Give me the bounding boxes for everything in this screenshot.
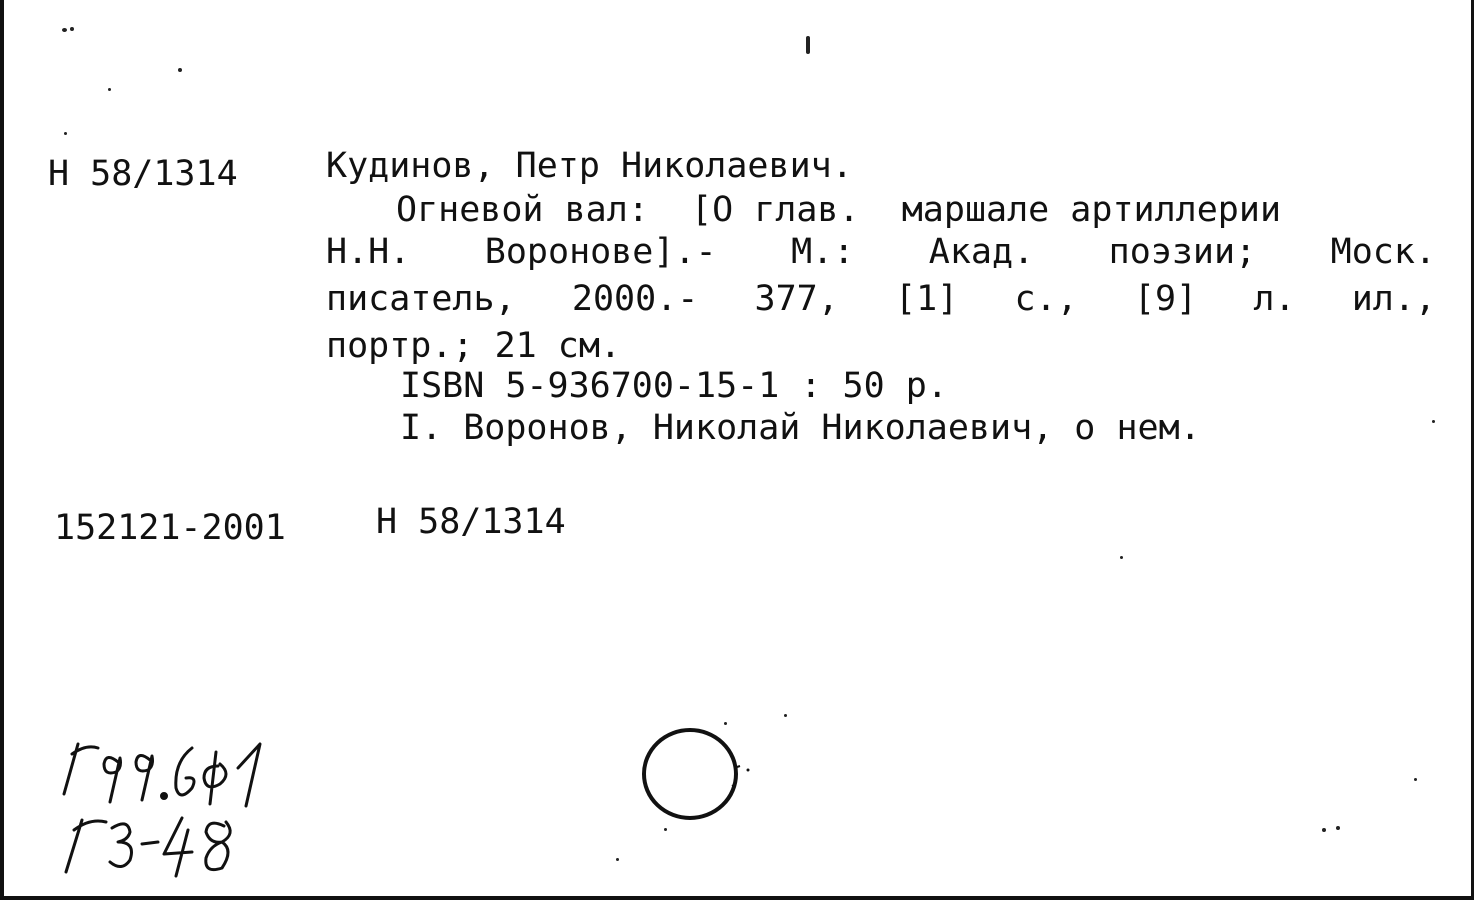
call-number: Н 58/1314: [48, 154, 238, 194]
speck: [1322, 828, 1326, 832]
subject-entry: I. Воронов, Николай Николаевич, о нем.: [400, 408, 1201, 448]
handwritten-annotation: [50, 722, 310, 882]
speck: [62, 28, 67, 32]
speck: [664, 828, 667, 831]
speck: [1120, 556, 1123, 559]
title-line-4: портр.; 21 см.: [326, 326, 622, 366]
speck: [616, 858, 619, 861]
speck: [784, 714, 787, 717]
isbn-line: ISBN 5-936700-15-1 : 50 р.: [400, 366, 948, 406]
author-heading: Кудинов, Петр Николаевич.: [326, 146, 853, 186]
speck: [806, 36, 810, 54]
title-line-1: Огневой вал: [О глав. маршале артиллерии: [396, 190, 1282, 230]
title-line-3: писатель, 2000.- 377, [1] с., [9] л. ил.,: [326, 279, 1436, 319]
speck: [70, 27, 74, 31]
speck: [108, 88, 111, 91]
footer-call-number: Н 58/1314: [376, 502, 566, 542]
speck: [1432, 420, 1435, 423]
punch-hole-icon: [636, 724, 756, 824]
speck: [178, 68, 182, 72]
title-line-2: Н.Н. Воронове].- М.: Акад. поэзии; Моск.: [326, 232, 1436, 272]
footer-number: 152121-2001: [54, 508, 286, 548]
speck: [1336, 826, 1340, 830]
speck: [1414, 778, 1417, 781]
speck: [64, 132, 67, 135]
